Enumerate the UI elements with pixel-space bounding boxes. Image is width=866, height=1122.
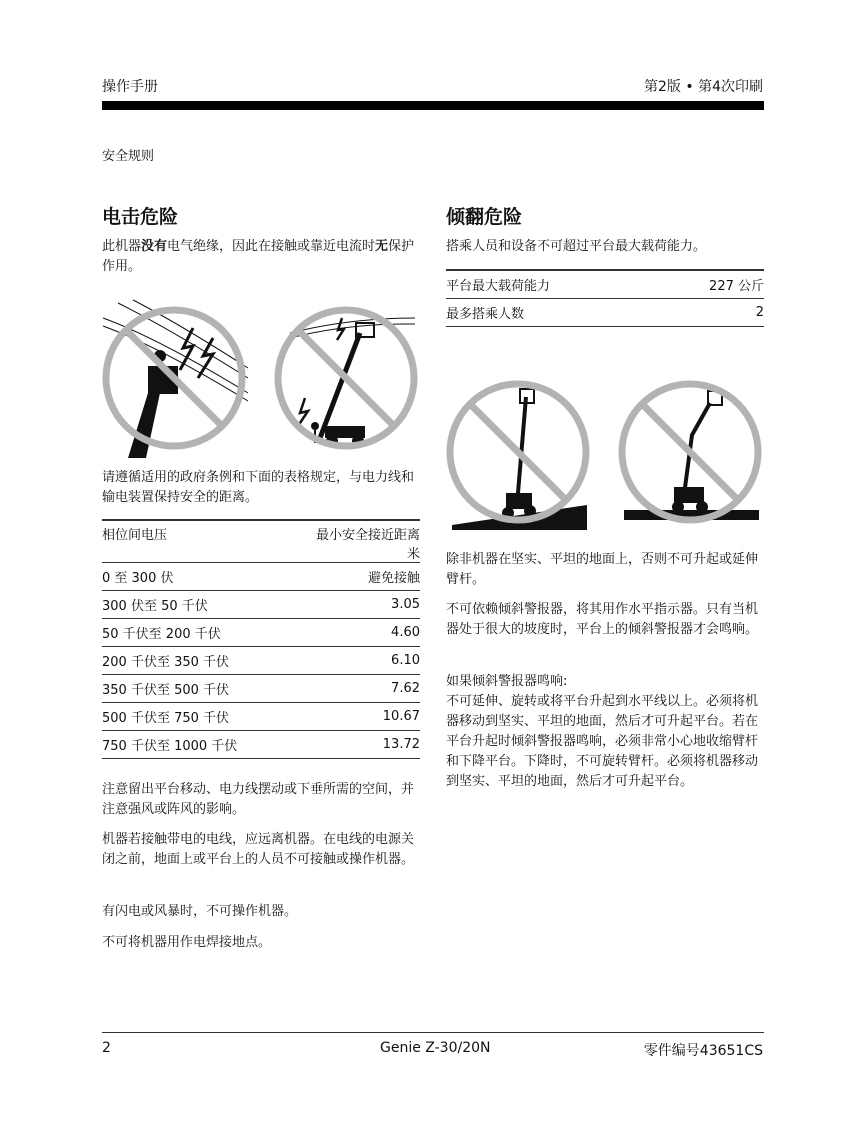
- table-row: 200 千伏至 350 千伏 6.10: [102, 647, 420, 675]
- footer-part-number: 零件编号43651CS: [643, 1043, 763, 1059]
- electrocution-illustration-1: [98, 298, 250, 458]
- table-header-voltage: 相位间电压: [102, 521, 282, 563]
- table-row: 750 千伏至 1000 千伏 13.72: [102, 731, 420, 759]
- table-row: 300 伏至 50 千伏 3.05: [102, 591, 420, 619]
- header-bar: [102, 101, 764, 110]
- ground-note: 除非机器在坚实、平坦的地面上，否则不可升起或延伸臂杆。: [446, 552, 759, 587]
- voltage-table: [102, 519, 420, 759]
- capacity-specs: [446, 269, 764, 327]
- table-row: 350 千伏至 500 千伏 7.62: [102, 675, 420, 703]
- tipover-title: 倾翻危险: [446, 206, 523, 228]
- electrocution-intro: 此机器没有电气绝缘，因此在接触或靠近电流时无保护作用。: [102, 239, 415, 274]
- welding-note: 不可将机器用作电焊接地点。: [102, 935, 272, 950]
- contact-note: 机器若接触带电的电线，应远离机器。在电线的电源关闭之前，地面上或平台上的人员不可接触或操作机器。: [102, 832, 415, 867]
- table-row: 0 至 300 伏 避免接触: [102, 563, 420, 591]
- tilt-alarm-label: 如果倾斜警报器鸣响:: [446, 674, 568, 689]
- page-number: 2: [102, 1040, 111, 1056]
- tipover-illustration-2: [614, 375, 766, 530]
- tipover-intro: 搭乘人员和设备不可超过平台最大载荷能力。: [446, 239, 707, 254]
- spec-row: 最多搭乘人数 2: [446, 299, 764, 327]
- tipover-illustration-1: [442, 375, 594, 530]
- section-label: 安全规则: [102, 149, 155, 164]
- electrocution-illustration-2: [270, 298, 422, 458]
- header-manual-title: 操作手册: [102, 79, 158, 95]
- header-edition: 第2版 • 第4次印刷: [644, 79, 763, 95]
- electrocution-guidance: 请遵循适用的政府条例和下面的表格规定，与电力线和输电装置保持安全的距离。: [102, 470, 415, 505]
- lightning-note: 有闪电或风暴时，不可操作机器。: [102, 904, 298, 919]
- table-header-row: [102, 521, 420, 563]
- table-row: 50 千伏至 200 千伏 4.60: [102, 619, 420, 647]
- spec-row: 平台最大载荷能力 227 公斤: [446, 271, 764, 299]
- table-row: 500 千伏至 750 千伏 10.67: [102, 703, 420, 731]
- tilt-alarm-actions: 不可延伸、旋转或将平台升起到水平线以上。必须将机器移动到坚实、平坦的地面，然后才可升起平台。若在平台升起时倾斜警报器鸣响，必须非常小心地收缩臂杆和下降平台。下降时，不可旋转臂杆。必须将机器移动到坚实、平坦的地面，然后才可升起平台。: [446, 694, 759, 789]
- tilt-alarm-note: 不可依赖倾斜警报器，将其用作水平指示器。只有当机器处于很大的坡度时，平台上的倾斜警报器才会鸣响。: [446, 602, 759, 637]
- clearance-note: 注意留出平台移动、电力线摆动或下垂所需的空间，并注意强风或阵风的影响。: [102, 782, 415, 817]
- footer-model: Genie Z-30/20N: [380, 1040, 491, 1056]
- table-header-distance: 最小安全接近距离 米: [282, 521, 420, 563]
- footer-rule: [102, 1032, 764, 1033]
- electrocution-title: 电击危险: [102, 206, 179, 228]
